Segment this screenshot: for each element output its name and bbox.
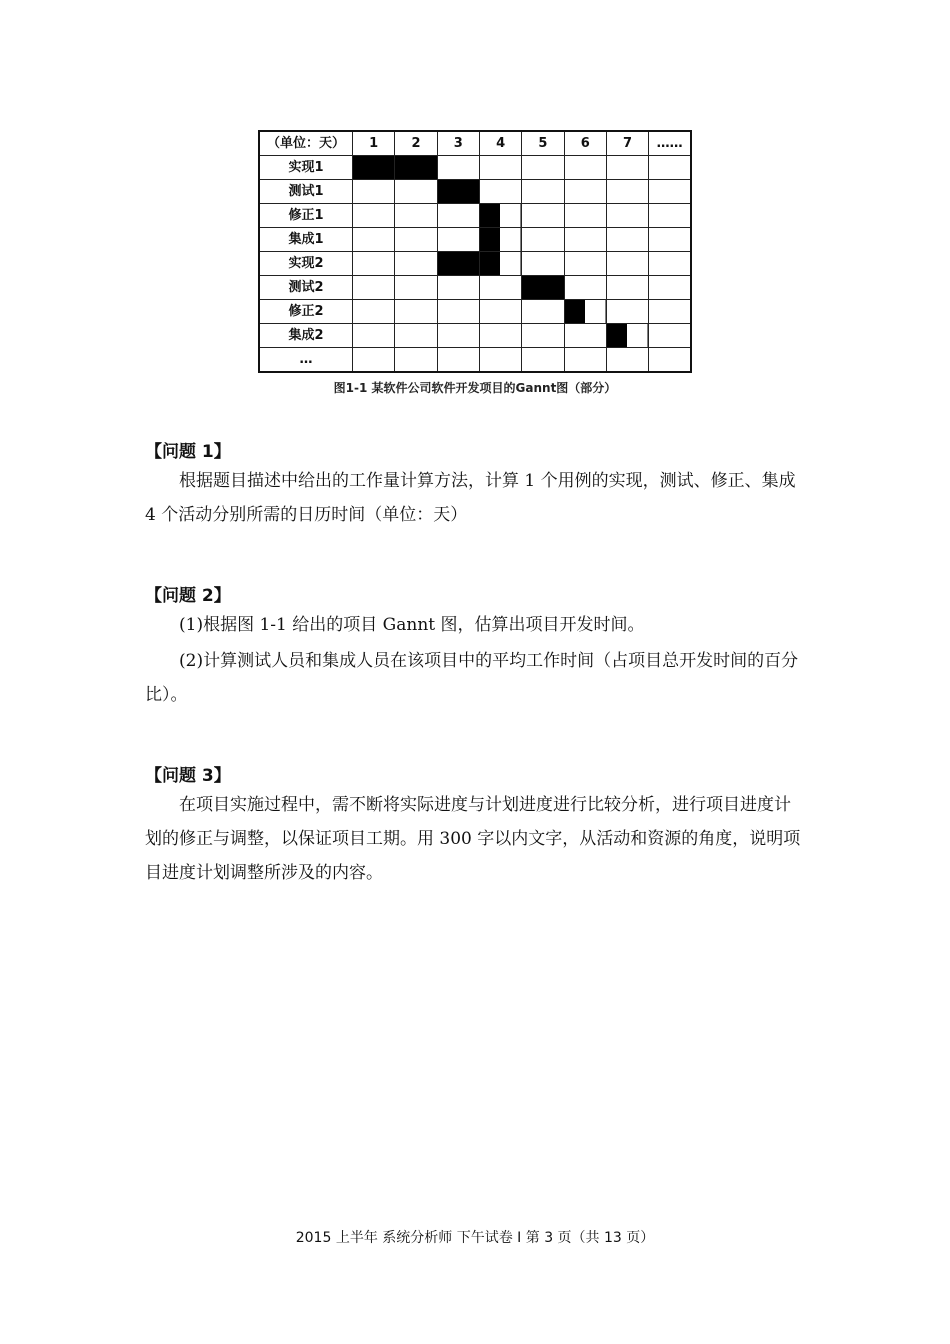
gantt-empty-cell <box>353 276 395 300</box>
gantt-empty-cell <box>564 180 606 204</box>
gantt-empty-cell <box>606 348 648 373</box>
activity-label: 测试1 <box>259 180 353 204</box>
question-2-item-2: (2)计算测试人员和集成人员在该项目中的平均工作时间（占项目总开发时间的百分比）。 <box>145 651 799 705</box>
gantt-bar-cell <box>479 252 521 276</box>
gantt-row <box>259 324 691 348</box>
gantt-row <box>259 252 691 276</box>
gantt-empty-cell <box>564 252 606 276</box>
activity-label: 集成2 <box>259 324 353 348</box>
gantt-empty-cell <box>522 324 564 348</box>
gantt-header-row <box>259 131 691 156</box>
gantt-empty-cell <box>522 156 564 180</box>
gantt-empty-cell <box>564 204 606 228</box>
gantt-bar-cell <box>606 324 648 348</box>
column-header-8: …… <box>649 131 691 156</box>
gantt-empty-cell <box>522 228 564 252</box>
gantt-row <box>259 300 691 324</box>
gantt-body <box>259 156 691 373</box>
gantt-empty-cell <box>606 300 648 324</box>
gantt-empty-cell <box>479 276 521 300</box>
gantt-empty-cell <box>353 228 395 252</box>
gantt-row <box>259 228 691 252</box>
question-2-item-1: (1)根据图 1-1 给出的项目 Gannt 图，估算出项目开发时间。 <box>179 615 645 635</box>
gantt-bar-cell <box>479 204 521 228</box>
gantt-empty-cell <box>437 156 479 180</box>
gantt-table <box>258 130 692 373</box>
gantt-empty-cell <box>522 348 564 373</box>
gantt-bar-cell <box>437 180 479 204</box>
gantt-empty-cell <box>649 252 691 276</box>
gantt-empty-cell <box>649 180 691 204</box>
gantt-empty-cell <box>479 348 521 373</box>
column-header-2: 2 <box>395 131 437 156</box>
gantt-empty-cell <box>479 156 521 180</box>
gantt-empty-cell <box>649 228 691 252</box>
question-2-title: 【问题 2】 <box>145 586 231 606</box>
gantt-empty-cell <box>395 324 437 348</box>
activity-label: 实现1 <box>259 156 353 180</box>
gantt-empty-cell <box>606 156 648 180</box>
gantt-bar-cell <box>353 156 395 180</box>
gantt-empty-cell <box>437 348 479 373</box>
gantt-empty-cell <box>395 204 437 228</box>
gantt-empty-cell <box>522 204 564 228</box>
gantt-empty-cell <box>649 276 691 300</box>
gantt-bar-cell <box>564 300 606 324</box>
activity-label: … <box>259 348 353 373</box>
gantt-empty-cell <box>522 252 564 276</box>
gantt-bar-cell <box>479 228 521 252</box>
column-header-3: 3 <box>437 131 479 156</box>
gantt-bar-cell <box>522 276 564 300</box>
column-header-5: 5 <box>522 131 564 156</box>
column-header-1: 1 <box>353 131 395 156</box>
unit-header: （单位：天） <box>259 131 353 156</box>
gantt-empty-cell <box>395 252 437 276</box>
gantt-empty-cell <box>437 276 479 300</box>
gantt-empty-cell <box>395 300 437 324</box>
gantt-empty-cell <box>606 180 648 204</box>
gantt-empty-cell <box>564 276 606 300</box>
gantt-empty-cell <box>606 228 648 252</box>
activity-label: 修正2 <box>259 300 353 324</box>
gantt-bar-cell <box>437 252 479 276</box>
gantt-empty-cell <box>353 252 395 276</box>
gantt-empty-cell <box>395 276 437 300</box>
gantt-empty-cell <box>649 156 691 180</box>
gantt-empty-cell <box>437 324 479 348</box>
gantt-row <box>259 180 691 204</box>
gantt-empty-cell <box>437 204 479 228</box>
gantt-empty-cell <box>649 300 691 324</box>
gantt-empty-cell <box>564 324 606 348</box>
gantt-empty-cell <box>353 180 395 204</box>
question-1-title: 【问题 1】 <box>145 442 231 462</box>
page-footer: 2015 上半年 系统分析师 下午试卷 I 第 3 页（共 13 页） <box>295 1230 655 1246</box>
gantt-empty-cell <box>353 300 395 324</box>
activity-label: 集成1 <box>259 228 353 252</box>
gantt-empty-cell <box>564 156 606 180</box>
gantt-row <box>259 276 691 300</box>
gantt-row <box>259 204 691 228</box>
activity-label: 修正1 <box>259 204 353 228</box>
gantt-empty-cell <box>479 180 521 204</box>
column-header-6: 6 <box>564 131 606 156</box>
column-header-7: 7 <box>606 131 648 156</box>
gantt-empty-cell <box>395 348 437 373</box>
gantt-empty-cell <box>649 204 691 228</box>
question-3-text: 在项目实施过程中，需不断将实际进度与计划进度进行比较分析，进行项目进度计划的修正与调整，以保证项目工期。用 300 字以内文字，从活动和资源的角度，说明项目进度计划调整所涉及的内容。 <box>145 795 801 883</box>
question-1-text: 根据题目描述中给出的工作量计算方法，计算 1 个用例的实现，测试、修正、集成 4 个活动分别所需的日历时间（单位：天） <box>145 471 796 525</box>
gantt-row <box>259 348 691 373</box>
gantt-empty-cell <box>479 324 521 348</box>
gantt-empty-cell <box>564 348 606 373</box>
gantt-empty-cell <box>395 180 437 204</box>
gantt-empty-cell <box>437 228 479 252</box>
gantt-empty-cell <box>606 276 648 300</box>
gantt-empty-cell <box>353 204 395 228</box>
gantt-empty-cell <box>437 300 479 324</box>
activity-label: 测试2 <box>259 276 353 300</box>
gantt-empty-cell <box>522 300 564 324</box>
gantt-empty-cell <box>353 324 395 348</box>
gantt-empty-cell <box>395 228 437 252</box>
gantt-empty-cell <box>649 348 691 373</box>
gantt-empty-cell <box>606 252 648 276</box>
gantt-bar-cell <box>395 156 437 180</box>
gantt-empty-cell <box>564 228 606 252</box>
figure-caption: 图1-1 某软件公司软件开发项目的Gannt图（部分） <box>333 381 617 395</box>
activity-label: 实现2 <box>259 252 353 276</box>
gantt-empty-cell <box>353 348 395 373</box>
gantt-empty-cell <box>606 204 648 228</box>
column-header-4: 4 <box>479 131 521 156</box>
gantt-row <box>259 156 691 180</box>
gantt-chart <box>258 130 692 366</box>
gantt-empty-cell <box>649 324 691 348</box>
gantt-empty-cell <box>522 180 564 204</box>
question-3-title: 【问题 3】 <box>145 766 231 786</box>
gantt-empty-cell <box>479 300 521 324</box>
